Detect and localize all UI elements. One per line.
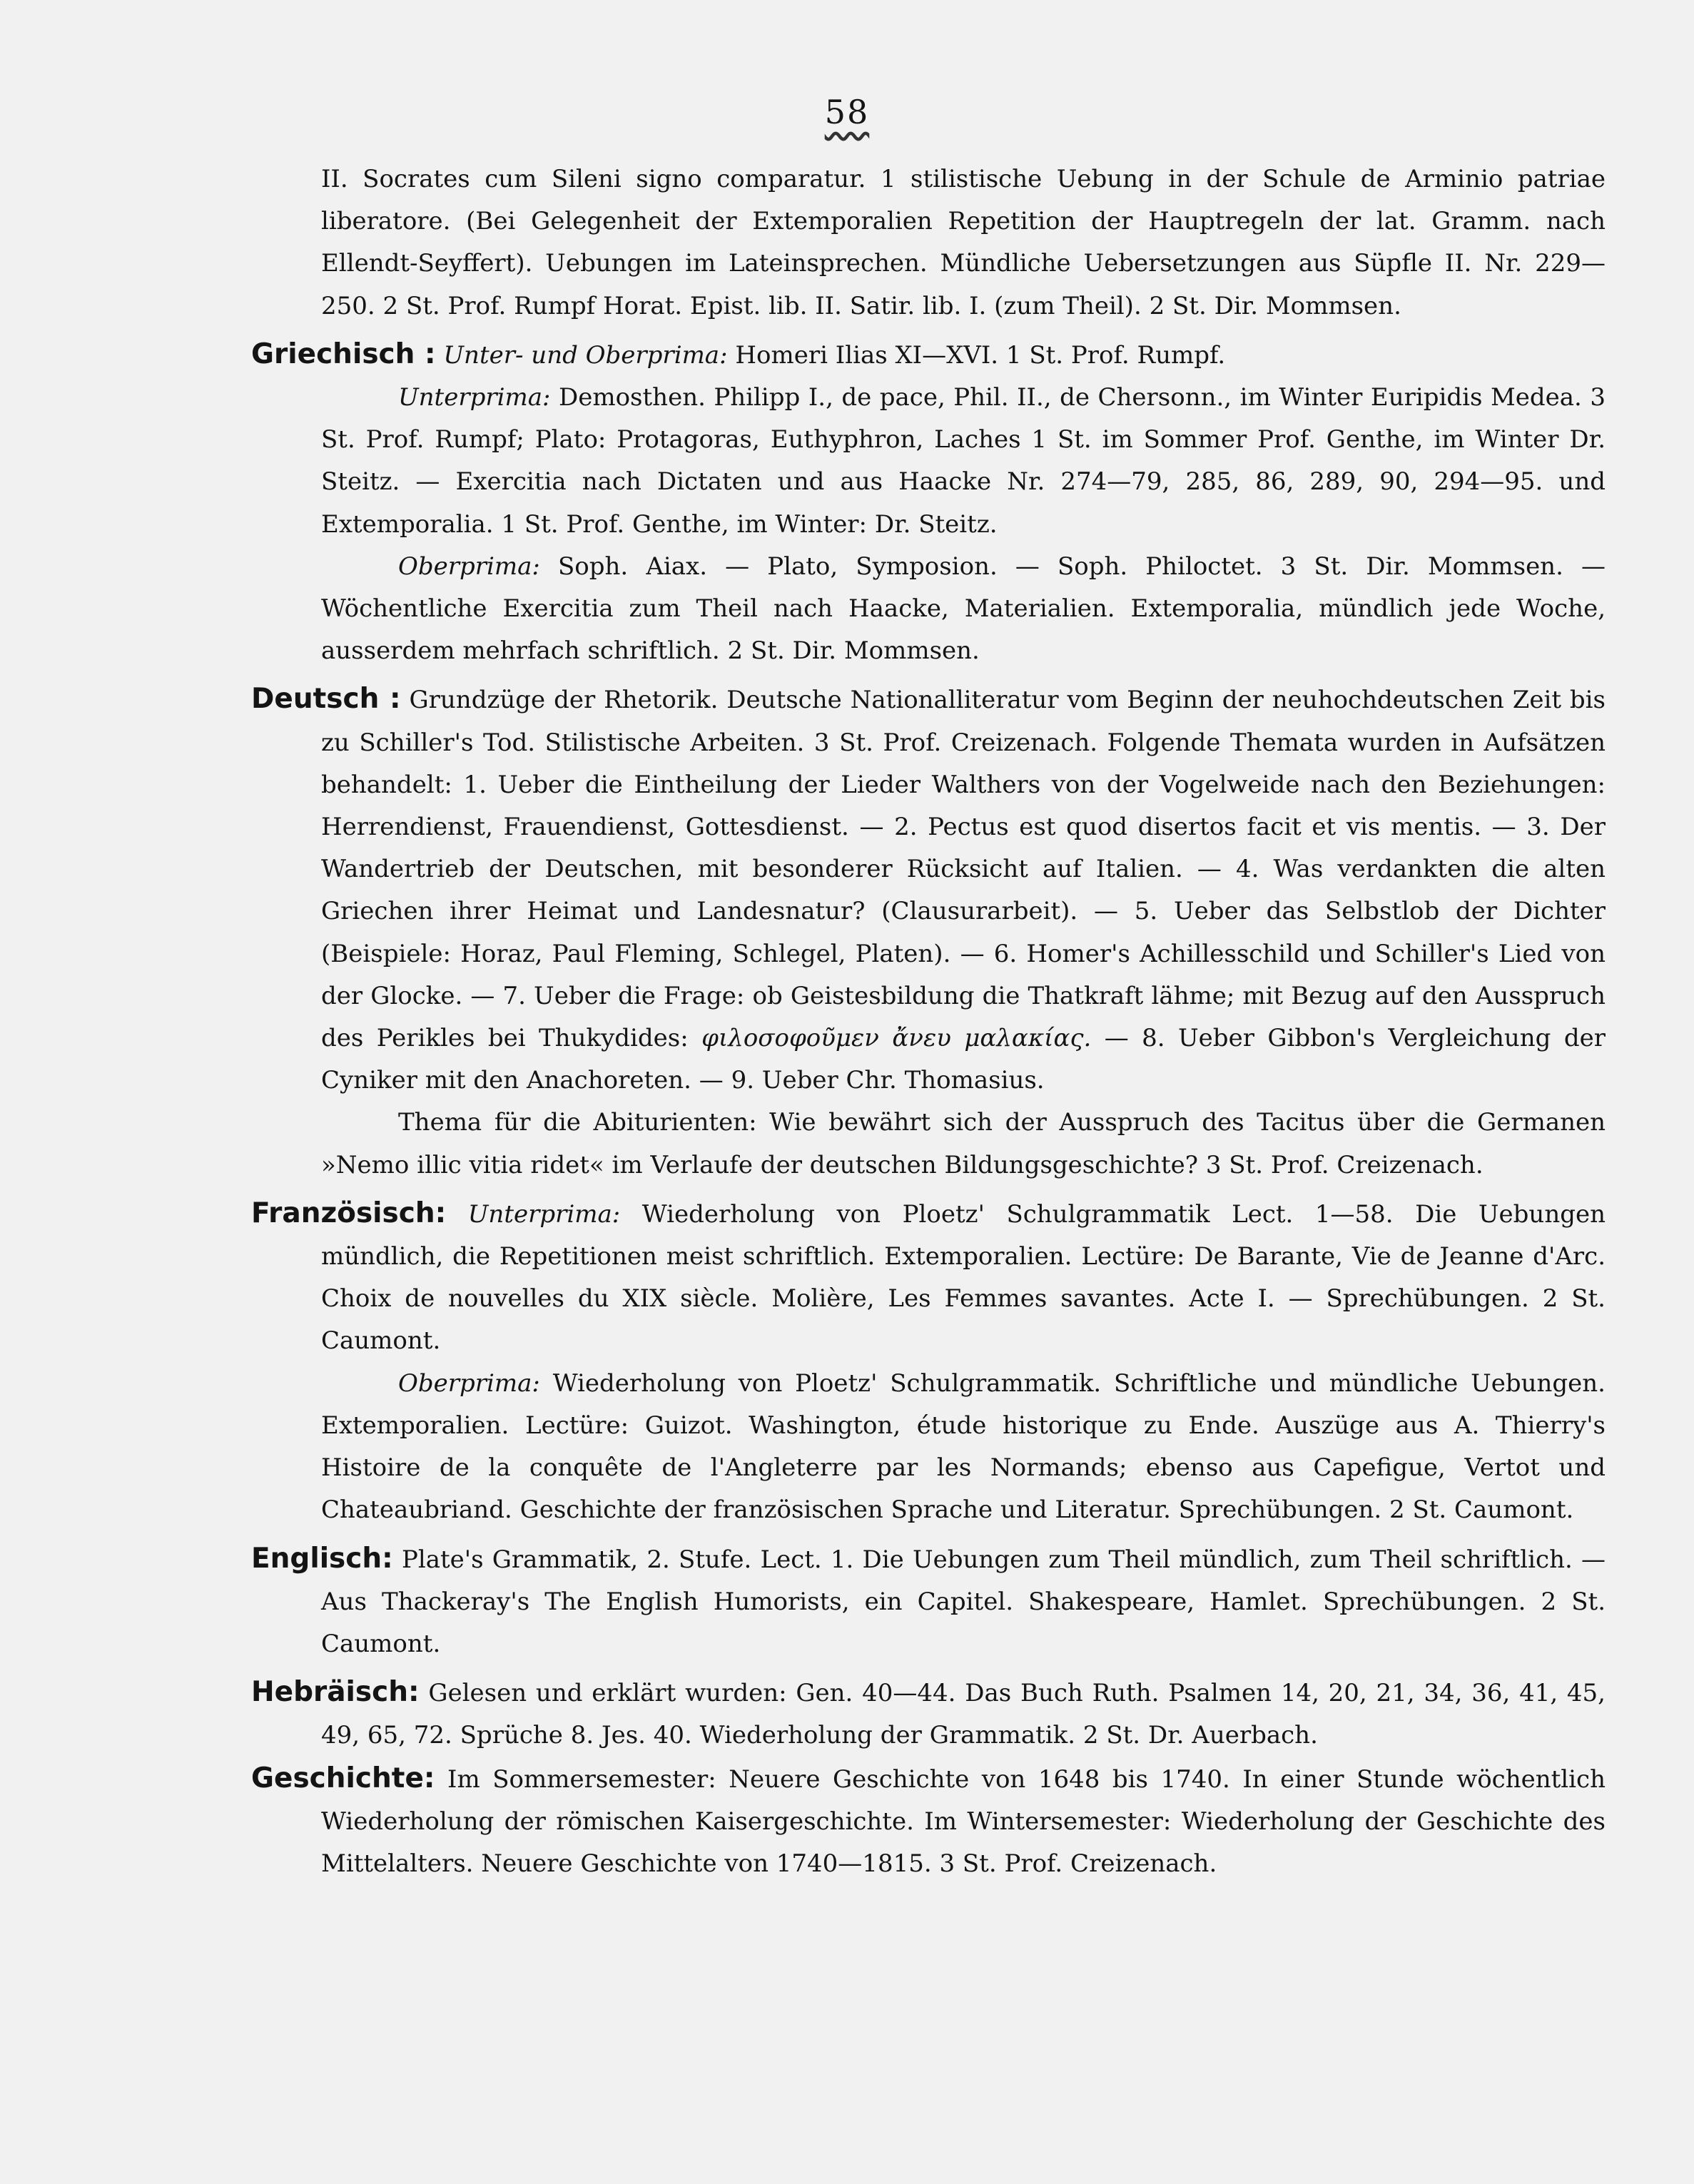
griechisch-heading: Griechisch :: [251, 337, 436, 370]
griechisch-label-unterprima: Unterprima:: [398, 383, 551, 412]
deutsch-text-a: Grundzüge der Rhetorik. Deutsche Nationalliteratur vom Beginn der neuhochdeutschen Zeit bis zu Schiller's Tod. Stilistische Arbeiten. 3 St. Prof. Creizenach. Folgende Themata wurden in Aufsätzen behandelt: 1. Ueber die Eintheilung der Lieder Walthers von der Vogelweide nach den Beziehungen: Herrendienst, Frauendienst, Gottesdienst. — 2. Pectus est quod disertos facit et vis mentis. — 3. Der Wandertrieb der Deutschen, mit besonderer Rücksicht auf Italien. — 4. Was verdankten die alten Griechen ihrer Heimat und Landesnatur? (Clausurarbeit). — 5. Ueber das Selbstlob der Dichter (Beispiele: Horaz, Paul Fleming, Schlegel, Platen). — 6. Homer's Achillesschild und Schiller's Lied von der Glocke. — 7. Ueber die Frage: ob Geistesbildung die Thatkraft lähme; mit Bezug auf den Ausspruch des Perikles bei Thukydides:: [321, 686, 1606, 1053]
hebraeisch-text: Gelesen und erklärt wurden: Gen. 40—44. Das Buch Ruth. Psalmen 14, 20, 21, 34, 36, 41, 45, 49, 65, 72. Sprüche 8. Jes. 40. Wiederholung der Grammatik. 2 St. Dr. Auerbach.: [321, 1679, 1606, 1750]
englisch-text: Plate's Grammatik, 2. Stufe. Lect. 1. Die Uebungen zum Theil mündlich, zum Theil schriftlich. — Aus Thackeray's The English Humorists, ein Capitel. Shakespeare, Hamlet. Sprechübungen. 2 St. Caumont.: [321, 1545, 1606, 1658]
page-number: 58: [824, 93, 870, 131]
deutsch-heading: Deutsch :: [251, 683, 401, 716]
franzoesisch-paragraph-1: [251, 1192, 1606, 1363]
franzoesisch-text-1: Wiederholung von Ploetz' Schulgrammatik Lect. 1—58. Die Uebungen mündlich, die Repetitionen meist schriftlich. Extemporalien. Lectüre: De Barante, Vie de Jeanne d'Arc. Choix de nouvelles du XIX siècle. Molière, Les Femmes savantes. Acte I. — Sprechübungen. 2 St. Caumont.: [321, 1199, 1606, 1356]
franzoesisch-text-2: Wiederholung von Ploetz' Schulgrammatik. Schriftliche und mündliche Uebungen. Extemporalien. Lectüre: Guizot. Washington, étude historique zu Ende. Auszüge aus A. Thierry's Histoire de la conquête de l'Angleterre par les Normands; ebenso aus Capefigue, Vertot und Chateaubriand. Geschichte der französischen Sprache und Literatur. Sprechübungen. 2 St. Caumont.: [321, 1368, 1606, 1525]
griechisch-text-1: Homeri Ilias XI—XVI. 1 St. Prof. Rumpf.: [735, 340, 1226, 370]
geschichte-paragraph: [251, 1757, 1606, 1886]
deutsch-greek-quote: φιλοσοφοῦμεν ἄνευ μαλακίας.: [701, 1024, 1092, 1053]
griechisch-paragraph-3: [321, 546, 1606, 673]
deutsch-text-b: — 8. Ueber Gibbon's Vergleichung der Cyniker mit den Anachoreten. — 9. Ueber Chr. Thomasius.: [321, 1024, 1606, 1095]
geschichte-text: Im Sommersemester: Neuere Geschichte von 1648 bis 1740. In einer Stunde wöchentlich Wiederholung der römischen Kaisergeschichte. Im Wintersemester: Wiederholung der Geschichte des Mittelalters. Neuere Geschichte von 1740—1815. 3 St. Prof. Creizenach.: [321, 1764, 1606, 1878]
geschichte-heading: Geschichte:: [251, 1762, 435, 1794]
franzoesisch-label-unterprima: Unterprima:: [467, 1199, 621, 1229]
hebraeisch-paragraph: [251, 1671, 1606, 1757]
hebraeisch-heading: Hebräisch:: [251, 1676, 420, 1709]
page-content: [251, 158, 1606, 1885]
griechisch-text-2: Demosthen. Philipp I., de pace, Phil. II., de Chersonn., im Winter Euripidis Medea. 3 St. Prof. Rumpf; Plato: Protagoras, Euthyphron, Laches 1 St. im Sommer Prof. Genthe, im Winter Dr. Steitz. — Exercitia nach Dictaten und aus Haacke Nr. 274—79, 285, 86, 289, 90, 294—95. und Extemporalia. 1 St. Prof. Genthe, im Winter: Dr. Steitz.: [321, 383, 1606, 539]
englisch-heading: Englisch:: [251, 1542, 393, 1575]
deutsch-paragraph: [251, 678, 1606, 1102]
griechisch-paragraph-2: [321, 377, 1606, 546]
englisch-paragraph: [251, 1538, 1606, 1666]
griechisch-text-3: Soph. Aiax. — Plato, Symposion. — Soph. Philoctet. 3 St. Dir. Mommsen. — Wöchentliche Exercitia zum Theil nach Haacke, Materialien. Extemporalia, mündlich jede Woche, ausserdem mehrfach schriftlich. 2 St. Dir. Mommsen.: [321, 552, 1606, 666]
griechisch-label-oberprima: Oberprima:: [398, 552, 540, 581]
franzoesisch-label-oberprima: Oberprima:: [398, 1368, 540, 1398]
latin-continued-paragraph: II. Socrates cum Sileni signo comparatur. 1 stilistische Uebung in der Schule de Arminio patriae liberatore. (Bei Gelegenheit der Extemporalien Repetition der Hauptregeln der lat. Gramm. nach Ellendt-Seyffert). Uebungen im Lateinsprechen. Mündliche Uebersetzungen aus Süpfle II. Nr. 229—250. 2 St. Prof. Rumpf Horat. Epist. lib. II. Satir. lib. I. (zum Theil). 2 St. Dir. Mommsen.: [321, 165, 1606, 320]
franzoesisch-heading: Französisch:: [251, 1197, 447, 1229]
griechisch-label-unter-oberprima: Unter- und Oberprima:: [443, 340, 728, 370]
deutsch-abitur-paragraph: Thema für die Abiturienten: Wie bewährt sich der Ausspruch des Tacitus über die Germanen »Nemo illic vitia ridet« im Verlaufe der deutschen Bildungsgeschichte? 3 St. Prof. Creizenach.: [321, 1108, 1606, 1179]
franzoesisch-paragraph-2: [321, 1363, 1606, 1532]
griechisch-paragraph-1: [251, 333, 1606, 377]
